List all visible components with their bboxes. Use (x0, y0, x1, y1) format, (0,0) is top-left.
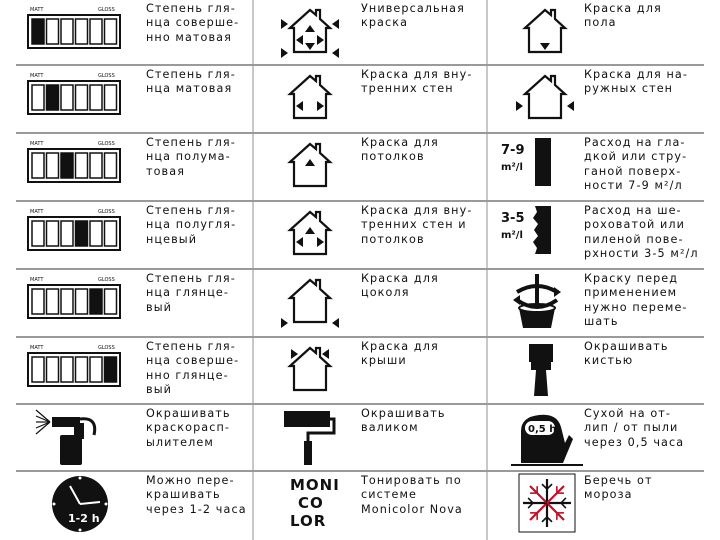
svg-text:GLOSS: GLOSS (98, 277, 115, 283)
legend-row (16, 0, 704, 64)
svg-text:GLOSS: GLOSS (98, 141, 115, 147)
legend-text: Краска для потолков (361, 136, 439, 164)
legend-text: Сухой на от- лип / от пыли через 0,5 часа (584, 407, 685, 449)
svg-text:MATT: MATT (30, 209, 44, 215)
house-ceiling-icon (256, 134, 368, 196)
coverage-value-label: 3-5 (501, 211, 525, 226)
svg-text:GLOSS: GLOSS (98, 345, 115, 351)
svg-text:MATT: MATT (30, 345, 44, 351)
monicolor-logo-icon (256, 472, 368, 534)
legend-row (16, 202, 704, 268)
house-inner-walls-icon (256, 66, 368, 128)
svg-text:MATT: MATT (30, 277, 44, 283)
spray-gun-icon (24, 405, 136, 467)
legend-text: Краска для вну- тренних стен (361, 68, 473, 96)
house-roof-icon (256, 338, 368, 400)
legend-text: Краска для вну- тренних стен и потолков (361, 204, 473, 246)
gloss-scale-5-icon (24, 270, 136, 332)
legend-text: Универсальная краска (361, 2, 465, 30)
coverage-unit-label: m²/l (501, 162, 523, 173)
legend-row (16, 472, 704, 540)
monicolor-logo-line: LOR (290, 512, 327, 530)
legend-text: Степень гля- нца соверше- нно глянце- вый (146, 340, 240, 396)
svg-text:MATT: MATT (30, 7, 44, 13)
house-plinth-icon (256, 270, 368, 332)
legend-text: Степень гля- нца глянце- вый (146, 272, 236, 314)
legend-text: Степень гля- нца полугля- нцевый (146, 204, 237, 246)
gloss-scale-6-icon (24, 338, 136, 400)
coverage-value-label: 7-9 (501, 143, 525, 158)
gloss-scale-4-icon (24, 202, 136, 264)
svg-text:GLOSS: GLOSS (98, 73, 115, 79)
legend-text: Степень гля- нца полума- товая (146, 136, 236, 178)
legend-text: Расход на ше- роховатой или пиленой пове- рхности 3-5 м²/л (584, 204, 699, 260)
gloss-scale-1-icon (24, 0, 136, 62)
recoat-time-label: 1-2 h (68, 512, 100, 525)
legend-text: Краску перед применением нужно переме- шать (584, 272, 688, 328)
legend-text: Окрашивать валиком (361, 407, 446, 435)
legend-text: Степень гля- нца соверше- нно матовая (146, 2, 240, 44)
legend-text: Окрашивать краскорасп- ылителем (146, 407, 231, 449)
gloss-scale-2-icon (24, 66, 136, 128)
house-all-arrows-icon (256, 0, 368, 62)
legend-text: Расход на гла- дкой или стру- ганой поверх- ности 7-9 м²/л (584, 136, 688, 192)
coverage-unit-label: m²/l (501, 230, 523, 241)
legend-text: Окрашивать кистью (584, 340, 669, 368)
legend-row (16, 405, 704, 470)
legend-text: Тонировать по системе Monicolor Nova (361, 474, 463, 516)
symbol-legend-table (16, 0, 704, 540)
dry-time-label: 0,5 h (528, 424, 557, 435)
legend-text: Можно пере- крашивать через 1-2 часа (146, 474, 247, 516)
legend-text: Беречь от мороза (584, 474, 653, 502)
paint-roller-icon (256, 405, 368, 467)
legend-row (16, 338, 704, 403)
svg-text:MATT: MATT (30, 141, 44, 147)
monicolor-logo-line: CO (298, 494, 324, 512)
legend-row (16, 134, 704, 200)
legend-text: Краска для на- ружных стен (584, 68, 688, 96)
legend-text: Краска для цоколя (361, 272, 439, 300)
legend-row (16, 270, 704, 336)
svg-text:GLOSS: GLOSS (98, 7, 115, 13)
legend-text: Краска для крыши (361, 340, 439, 368)
house-inner-walls-ceiling-icon (256, 202, 368, 264)
svg-text:GLOSS: GLOSS (98, 209, 115, 215)
legend-row (16, 66, 704, 132)
legend-text: Краска для пола (584, 2, 662, 30)
svg-text:MATT: MATT (30, 73, 44, 79)
monicolor-logo-line: MONI (290, 476, 340, 494)
clock-recoat-icon (24, 472, 136, 534)
gloss-scale-3-icon (24, 134, 136, 196)
legend-text: Степень гля- нца матовая (146, 68, 236, 96)
